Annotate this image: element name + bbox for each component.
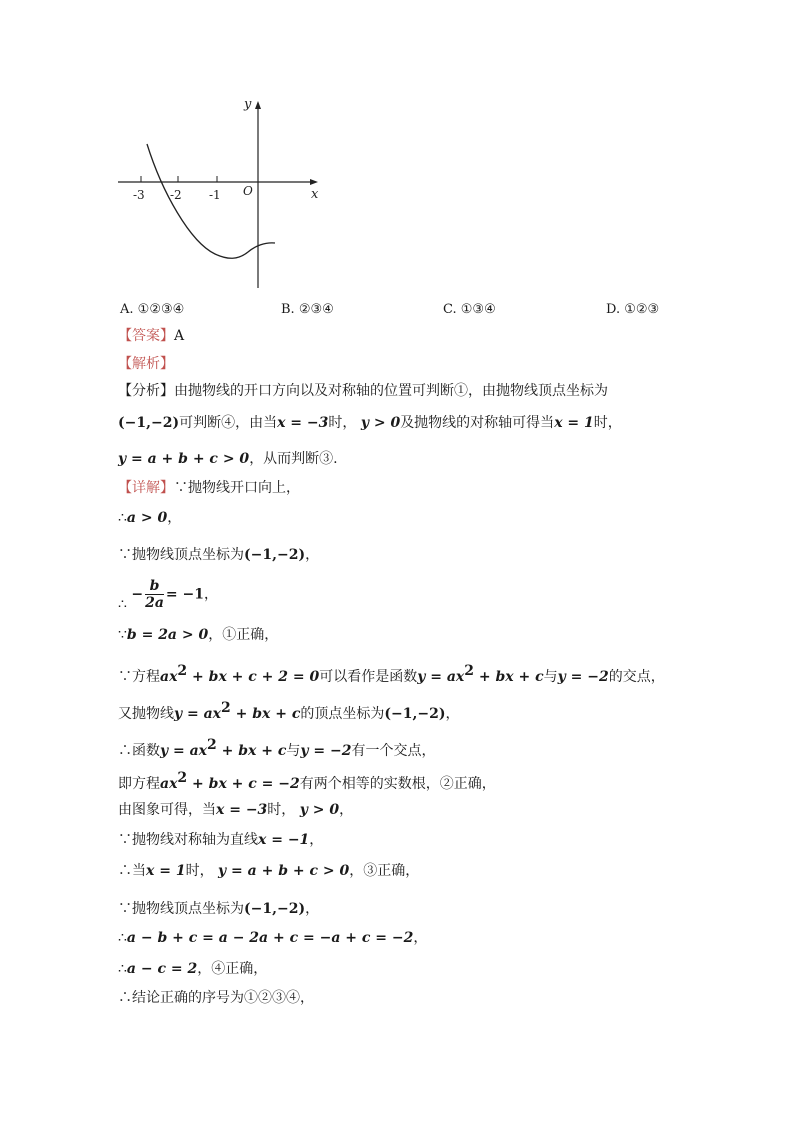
answer-value: A [174, 328, 185, 344]
fenxi-line-1: 【分析】由抛物线的开口方向以及对称轴的位置可判断①，由抛物线顶点坐标为 [118, 383, 608, 399]
fraction-b-over-2a: $\frac{b}{2a}$ [145, 578, 164, 611]
y-axis-arrow [255, 101, 261, 109]
detail-line-13: ∵抛物线顶点坐标为(−1,−2)， [118, 901, 320, 917]
detail-line-7: 又抛物线$y = ax^2$ + bx + c的顶点坐标为(−1,−2)， [118, 700, 460, 722]
parabola-graph [110, 92, 340, 297]
option-d: D. ①②③ [606, 302, 660, 317]
x-axis-arrow [310, 179, 318, 185]
answer-line [118, 327, 184, 345]
fenxi-line-2: (−1,−2)可判断④，由当x = −3时， y > 0及抛物线的对称轴可得当x = 1时， [118, 415, 622, 431]
tick-label-minus1: -1 [209, 188, 221, 202]
tick-label-minus3: -3 [133, 188, 145, 202]
detail-line-3: ∵抛物线顶点坐标为(−1,−2)， [118, 547, 320, 563]
detail-line-1: 【详解】∵抛物线开口向上， [118, 480, 300, 496]
detail-line-15: ∴a − c = 2，④正确， [118, 961, 268, 977]
answer-tag: 【答案】 [118, 328, 174, 344]
option-b: B. ②③④ [281, 302, 334, 317]
x-axis-label: x [311, 187, 319, 202]
detail-line-8: ∴函数$y = ax^2$ + bx + c与y = −2有一个交点， [118, 737, 436, 759]
detail-line-4: ∴ − $\frac{b}{2a}$ = −1， [118, 578, 218, 613]
detail-line-11: ∵抛物线对称轴为直线x = −1， [118, 832, 324, 848]
tick-label-minus2: -2 [170, 188, 182, 202]
y-axis-label: y [244, 97, 252, 112]
option-a: A. ①②③④ [120, 302, 185, 317]
detail-line-12: ∴当x = 1时， y = a + b + c > 0，③正确， [118, 863, 420, 879]
fenxi-line-3: y = a + b + c > 0，从而判断③. [118, 451, 338, 467]
option-c: C. ①③④ [443, 302, 496, 317]
detail-line-10: 由图象可得，当x = −3时， y > 0， [118, 802, 354, 818]
detail-line-6: ∵方程$ax^2$ + bx + c + 2 = 0可以看作是函数$y = ax^2$ + bx + c与y = −2的交点， [118, 663, 665, 685]
analysis-tag: 【解析】 [118, 356, 174, 372]
detail-line-14: ∴a − b + c = a − 2a + c = −a + c = −2， [118, 930, 428, 946]
detail-line-5: ∵b = 2a > 0，①正确， [118, 627, 279, 643]
detail-line-9: 即方程$ax^2$ + bx + c = −2有两个相等的实数根，②正确， [118, 770, 496, 792]
origin-label: O [243, 184, 253, 198]
detail-line-16: ∴结论正确的序号为①②③④， [118, 990, 314, 1006]
detail-line-2: ∴a > 0， [118, 510, 182, 526]
